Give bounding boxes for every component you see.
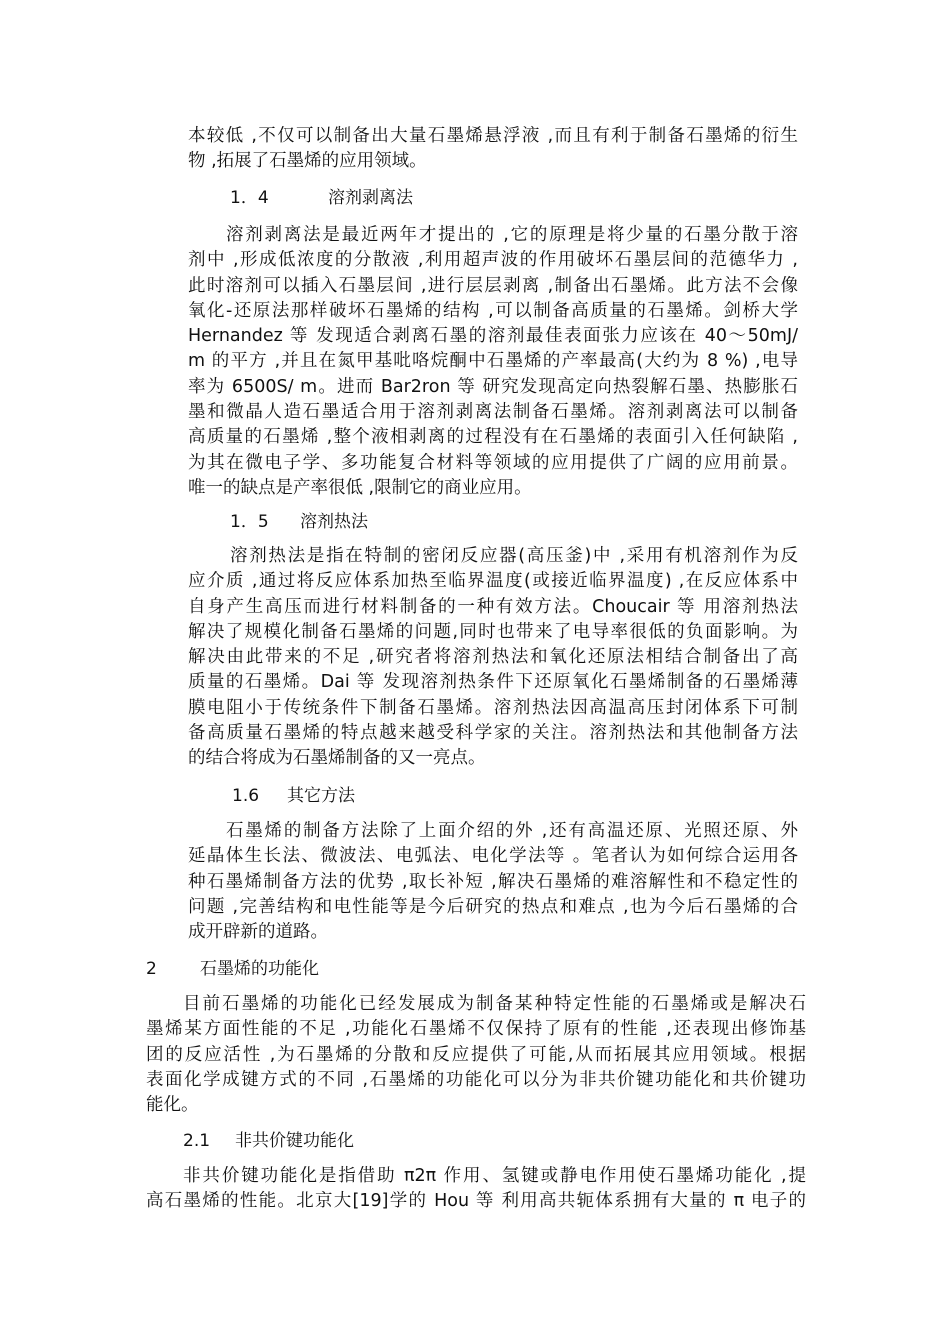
section-title: 非共价键功能化 [235, 1131, 354, 1151]
text-line: 解决由此带来的不足 ,研究者将溶剂热法和氧化还原法相结合制备出了高 [188, 647, 798, 668]
text-line: 本较低 ,不仅可以制备出大量石墨烯悬浮液 ,而且有利于制备石墨烯的衍生 [188, 126, 798, 146]
paragraph-1-4 [188, 223, 798, 501]
section-heading-1-5 [230, 510, 368, 534]
text-line: 备高质量石墨烯的特点越来越受科学家的关注。溶剂热法和其他制备方法 [188, 723, 798, 744]
section-number: 1．5 [230, 512, 269, 532]
text-line: 剂中 ,形成低浓度的分散液 ,利用超声波的作用破坏石墨层间的范德华力 , [188, 250, 798, 271]
paragraph-2-1 [146, 1164, 806, 1215]
section-heading-2-1 [183, 1129, 354, 1153]
text-line: 膜电阻小于传统条件下制备石墨烯。溶剂热法因高温高压封闭体系下可制 [188, 697, 798, 718]
text-line: 表面化学成键方式的不同 ,石墨烯的功能化可以分为非共价键功能化和共价键功 [146, 1069, 806, 1090]
section-heading-2 [146, 957, 319, 981]
text-line: 此时溶剂可以插入石墨层间 ,进行层层剥离 ,制备出石墨烯。此方法不会像 [188, 275, 798, 296]
section-title: 石墨烯的功能化 [200, 959, 319, 979]
text-line: m 的平方 ,并且在氮甲基吡咯烷酮中石墨烯的产率最高(大约为 8 %) ,电导 [188, 351, 798, 372]
paragraph-2 [146, 992, 806, 1118]
text-line: 氧化-还原法那样破坏石墨烯的结构 ,可以制备高质量的石墨烯。剑桥大学 [188, 300, 798, 321]
text-line: 溶剂剥离法是最近两年才提出的 ,它的原理是将少量的石墨分散于溶 [226, 225, 798, 245]
text-line: 唯一的缺点是产率很低 ,限制它的商业应用。 [188, 477, 532, 498]
text-line: 溶剂热法是指在特制的密闭反应器(高压釜)中 ,采用有机溶剂作为反 [230, 546, 798, 566]
text-line: 高石墨烯的性能。北京大[19]学的 Hou 等 利用高共轭体系拥有大量的 π 电子的 [146, 1191, 806, 1212]
text-line: 应介质 ,通过将反应体系加热至临界温度(或接近临界温度) ,在反应体系中 [188, 571, 798, 592]
section-heading-1-6 [232, 784, 355, 808]
text-line: 自身产生高压而进行材料制备的一种有效方法。Choucair 等 用溶剂热法 [188, 596, 798, 617]
section-title: 其它方法 [287, 786, 355, 806]
text-line: 种石墨烯制备方法的优势 ,取长补短 ,解决石墨烯的难溶解性和不稳定性的 [188, 871, 798, 892]
section-number: 2.1 [183, 1131, 211, 1151]
text-line: 墨烯某方面性能的不足 ,功能化石墨烯不仅保持了原有的性能 ,还表现出修饰基 [146, 1019, 806, 1040]
text-line: 质量的石墨烯。Dai 等 发现溶剂热条件下还原氧化石墨烯制备的石墨烯薄 [188, 672, 798, 693]
text-line: 团的反应活性 ,为石墨烯的分散和反应提供了可能,从而拓展其应用领域。根据 [146, 1044, 806, 1065]
text-line: 墨和微晶人造石墨适合用于溶剂剥离法制备石墨烯。溶剂剥离法可以制备 [188, 402, 798, 423]
text-line: 的结合将成为石墨烯制备的又一亮点。 [188, 748, 486, 769]
text-line: 石墨烯的制备方法除了上面介绍的外 ,还有高温还原、光照还原、外 [226, 821, 798, 841]
text-line: 成开辟新的道路。 [188, 922, 328, 943]
section-title: 溶剂热法 [300, 512, 368, 532]
section-number: 1.6 [232, 786, 260, 806]
paragraph-1-5 [188, 544, 798, 772]
text-line: 率为 6500S/ m。进而 Bar2ron 等 研究发现高定向热裂解石墨、热膨胀石 [188, 376, 798, 397]
text-line: 解决了规模化制备石墨烯的问题,同时也带来了电导率很低的负面影响。为 [188, 621, 798, 642]
section-title: 溶剂剥离法 [328, 188, 413, 208]
section-number: 1．4 [230, 188, 269, 208]
text-line: 高质量的石墨烯 ,整个液相剥离的过程没有在石墨烯的表面引入任何缺陷 , [188, 427, 798, 448]
text-line: 延晶体生长法、微波法、电弧法、电化学法等 。笔者认为如何综合运用各 [188, 846, 798, 867]
text-line: Hernandez 等 发现适合剥离石墨的溶剂最佳表面张力应该在 40～50mJ/ [188, 326, 798, 347]
text-line: 物 ,拓展了石墨烯的应用领域。 [188, 151, 427, 172]
paragraph-1-6 [188, 819, 798, 945]
section-number: 2 [146, 959, 157, 979]
paragraph-intro [188, 124, 798, 175]
text-line: 能化。 [146, 1095, 199, 1116]
text-line: 为其在微电子学、多功能复合材料等领域的应用提供了广阔的应用前景。 [188, 452, 798, 473]
text-line: 问题 ,完善结构和电性能等是今后研究的热点和难点 ,也为今后石墨烯的合 [188, 896, 798, 917]
text-line: 非共价键功能化是指借助 π2π 作用、氢键或静电作用使石墨烯功能化 ,提 [183, 1166, 806, 1186]
text-line: 目前石墨烯的功能化已经发展成为制备某种特定性能的石墨烯或是解决石 [183, 994, 806, 1014]
section-heading-1-4 [230, 186, 413, 210]
